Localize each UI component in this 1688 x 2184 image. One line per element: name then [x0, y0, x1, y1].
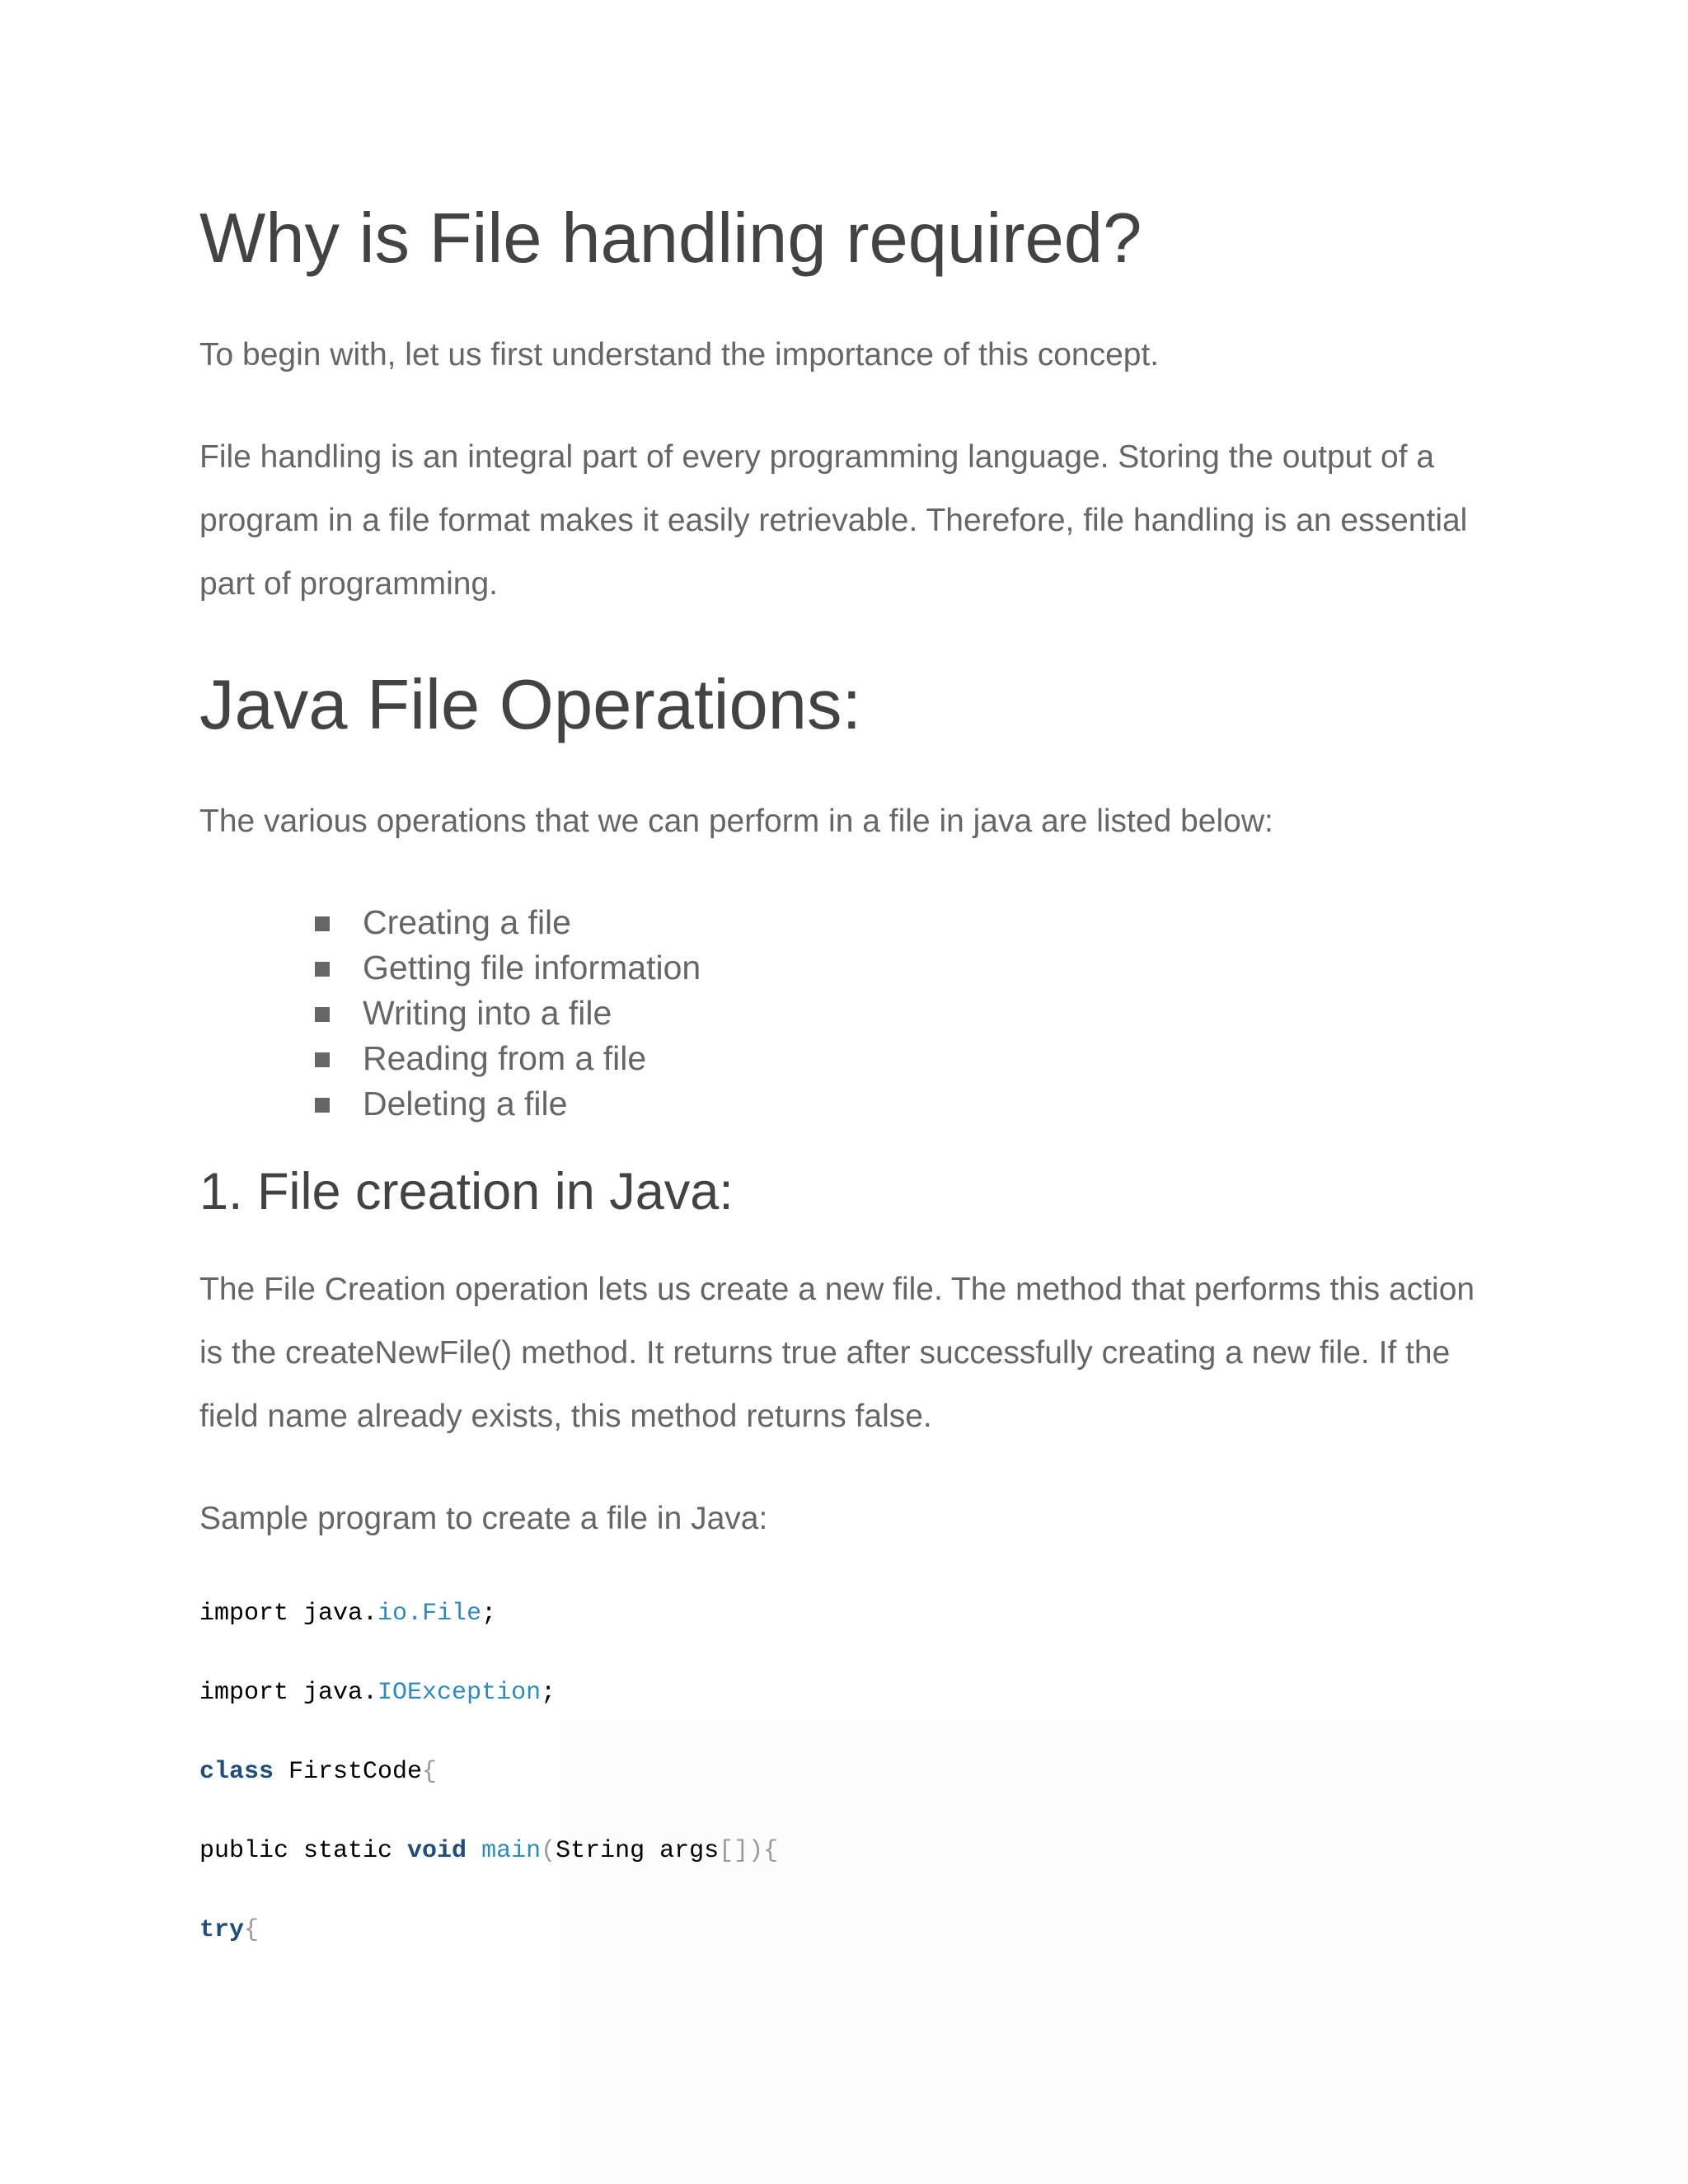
- list-item-label: Reading from a file: [363, 1039, 647, 1077]
- list-item-label: Deleting a file: [363, 1085, 568, 1122]
- code-token: FirstCode: [274, 1758, 423, 1786]
- list-item-label: Writing into a file: [363, 994, 612, 1032]
- code-token: (: [541, 1837, 556, 1865]
- code-token: File: [422, 1600, 482, 1628]
- code-block-background: [560, 1721, 1688, 2184]
- code-line-try: [199, 1914, 259, 1947]
- square-bullet-icon: [315, 962, 330, 977]
- code-line-import-ioexception: [199, 1676, 556, 1709]
- heading-why-file-handling: Why is File handling required?: [199, 199, 1142, 278]
- code-token: {: [422, 1758, 438, 1786]
- code-line-class-declaration: [199, 1755, 437, 1788]
- paragraph-creation-description: The File Creation operation lets us create a new file. The method that performs this action is the createNewFile() method. It returns true after successfully creating a new file. If the field name already exists, this method returns false.: [199, 1272, 1475, 1434]
- paragraph-operations-intro: The various operations that we can perform in a file in java are listed below:: [199, 804, 1273, 839]
- code-token: ;: [541, 1679, 556, 1707]
- square-bullet-icon: [315, 1052, 330, 1067]
- code-token: io: [377, 1600, 408, 1628]
- code-line-main-method: [199, 1835, 778, 1868]
- code-token: main: [481, 1837, 542, 1865]
- code-token: {: [763, 1837, 779, 1865]
- code-token: import java.: [199, 1600, 378, 1628]
- paragraph-intro: To begin with, let us first understand the importance of this concept.: [199, 337, 1160, 373]
- code-token: String args: [556, 1837, 720, 1865]
- code-token: [467, 1837, 481, 1865]
- code-token: IOException: [377, 1679, 542, 1707]
- square-bullet-icon: [315, 1007, 330, 1022]
- heading-java-file-operations: Java File Operations:: [199, 666, 862, 744]
- square-bullet-icon: [315, 916, 330, 931]
- code-token: .: [407, 1600, 423, 1628]
- code-token: {: [244, 1916, 260, 1944]
- list-item-label: Creating a file: [363, 903, 571, 941]
- code-line-import-file: [199, 1597, 496, 1630]
- code-token: void: [407, 1837, 467, 1865]
- list-item-label: Getting file information: [363, 949, 701, 987]
- code-token: import java.: [199, 1679, 378, 1707]
- code-token: try: [199, 1916, 245, 1944]
- paragraph-sample-intro: Sample program to create a file in Java:: [199, 1501, 768, 1536]
- code-token: []): [719, 1837, 764, 1865]
- code-token: ;: [481, 1600, 497, 1628]
- paragraph-importance: File handling is an integral part of every programming language. Storing the output of a program in a file format makes it easily retrievable. Therefore, file handling is an essential part of programming.: [199, 439, 1468, 602]
- heading-file-creation: 1. File creation in Java:: [199, 1163, 734, 1221]
- square-bullet-icon: [315, 1098, 330, 1113]
- code-token: class: [199, 1758, 274, 1786]
- code-token: public static: [199, 1837, 408, 1865]
